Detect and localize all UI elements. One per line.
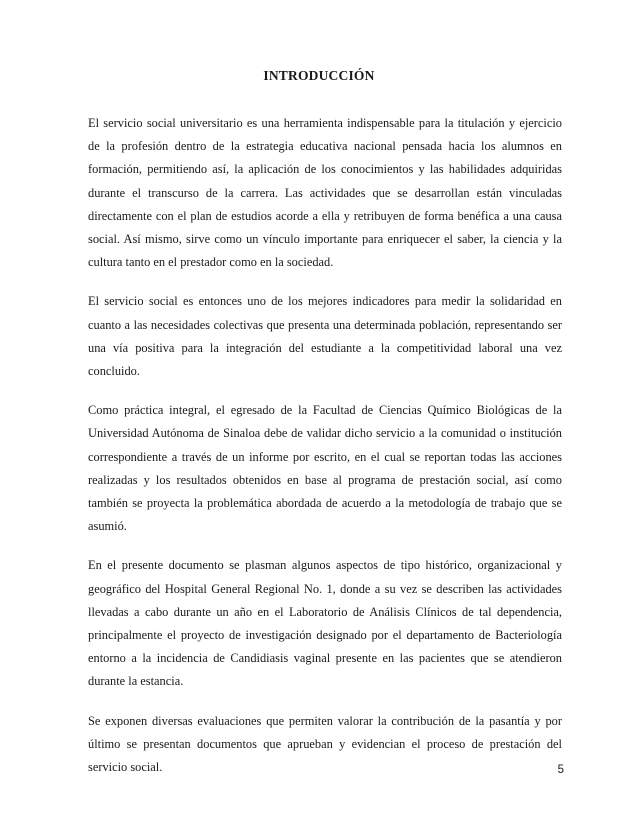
paragraph-2: El servicio social es entonces uno de los mejores indicadores para medir la solidaridad en cuanto a las necesidades colectivas que presenta una determinada población, representando ser una vía positiva para la integración del estudiante a la competitividad laboral una vez concluido. bbox=[88, 294, 562, 379]
paragraph-3: Como práctica integral, el egresado de la Facultad de Ciencias Químico Biológicas de la Universidad Autónoma de Sinaloa debe de validar dicho servicio a la comunidad o institución correspondiente a través de un informe por escrito, en el cual se reportan todas las acciones realizadas y los resultados obtenidos en base al programa de prestación social, así como también se proyecta la problemática abordada de acuerdo a la metodología de trabajo que se asumió. bbox=[88, 403, 562, 534]
paragraph-5: Se exponen diversas evaluaciones que permiten valorar la contribución de la pasantía y por último se presentan documentos que aprueban y evidencian el proceso de prestación del servicio social. bbox=[88, 713, 562, 775]
page-number: 5 bbox=[557, 764, 564, 776]
page-title: INTRODUCCIÓN bbox=[263, 68, 375, 83]
paragraph-1: El servicio social universitario es una herramienta indispensable para la titulación y ejercicio de la profesión dentro de la estrategia educativa nacional pensada hacia los alumnos en formación, permitiendo así, la aplicación de los conocimientos y las habilidades adquiridas durante el transcurso de la carrera. Las actividades que se desarrollan están vinculadas directamente con el plan de estudios acorde a ella y retribuyen de forma benéfica a una causa social. Así mismo, sirve como un vínculo importante para enriquecer el saber, la ciencia y la cultura tanto en el prestador como en la sociedad. bbox=[88, 116, 562, 270]
body-text bbox=[88, 112, 562, 795]
paragraph-4: En el presente documento se plasman algunos aspectos de tipo histórico, organizacional y geográfico del Hospital General Regional No. 1, donde a su vez se describen las actividades llevadas a cabo durante un año en el Laboratorio de Análisis Clínicos de tal dependencia, principalmente el proyecto de investigación designado por el departamento de Bacteriología entorno a la incidencia de Candidiasis vaginal presente en las pacientes que se atendieron durante la estancia. bbox=[88, 558, 562, 689]
